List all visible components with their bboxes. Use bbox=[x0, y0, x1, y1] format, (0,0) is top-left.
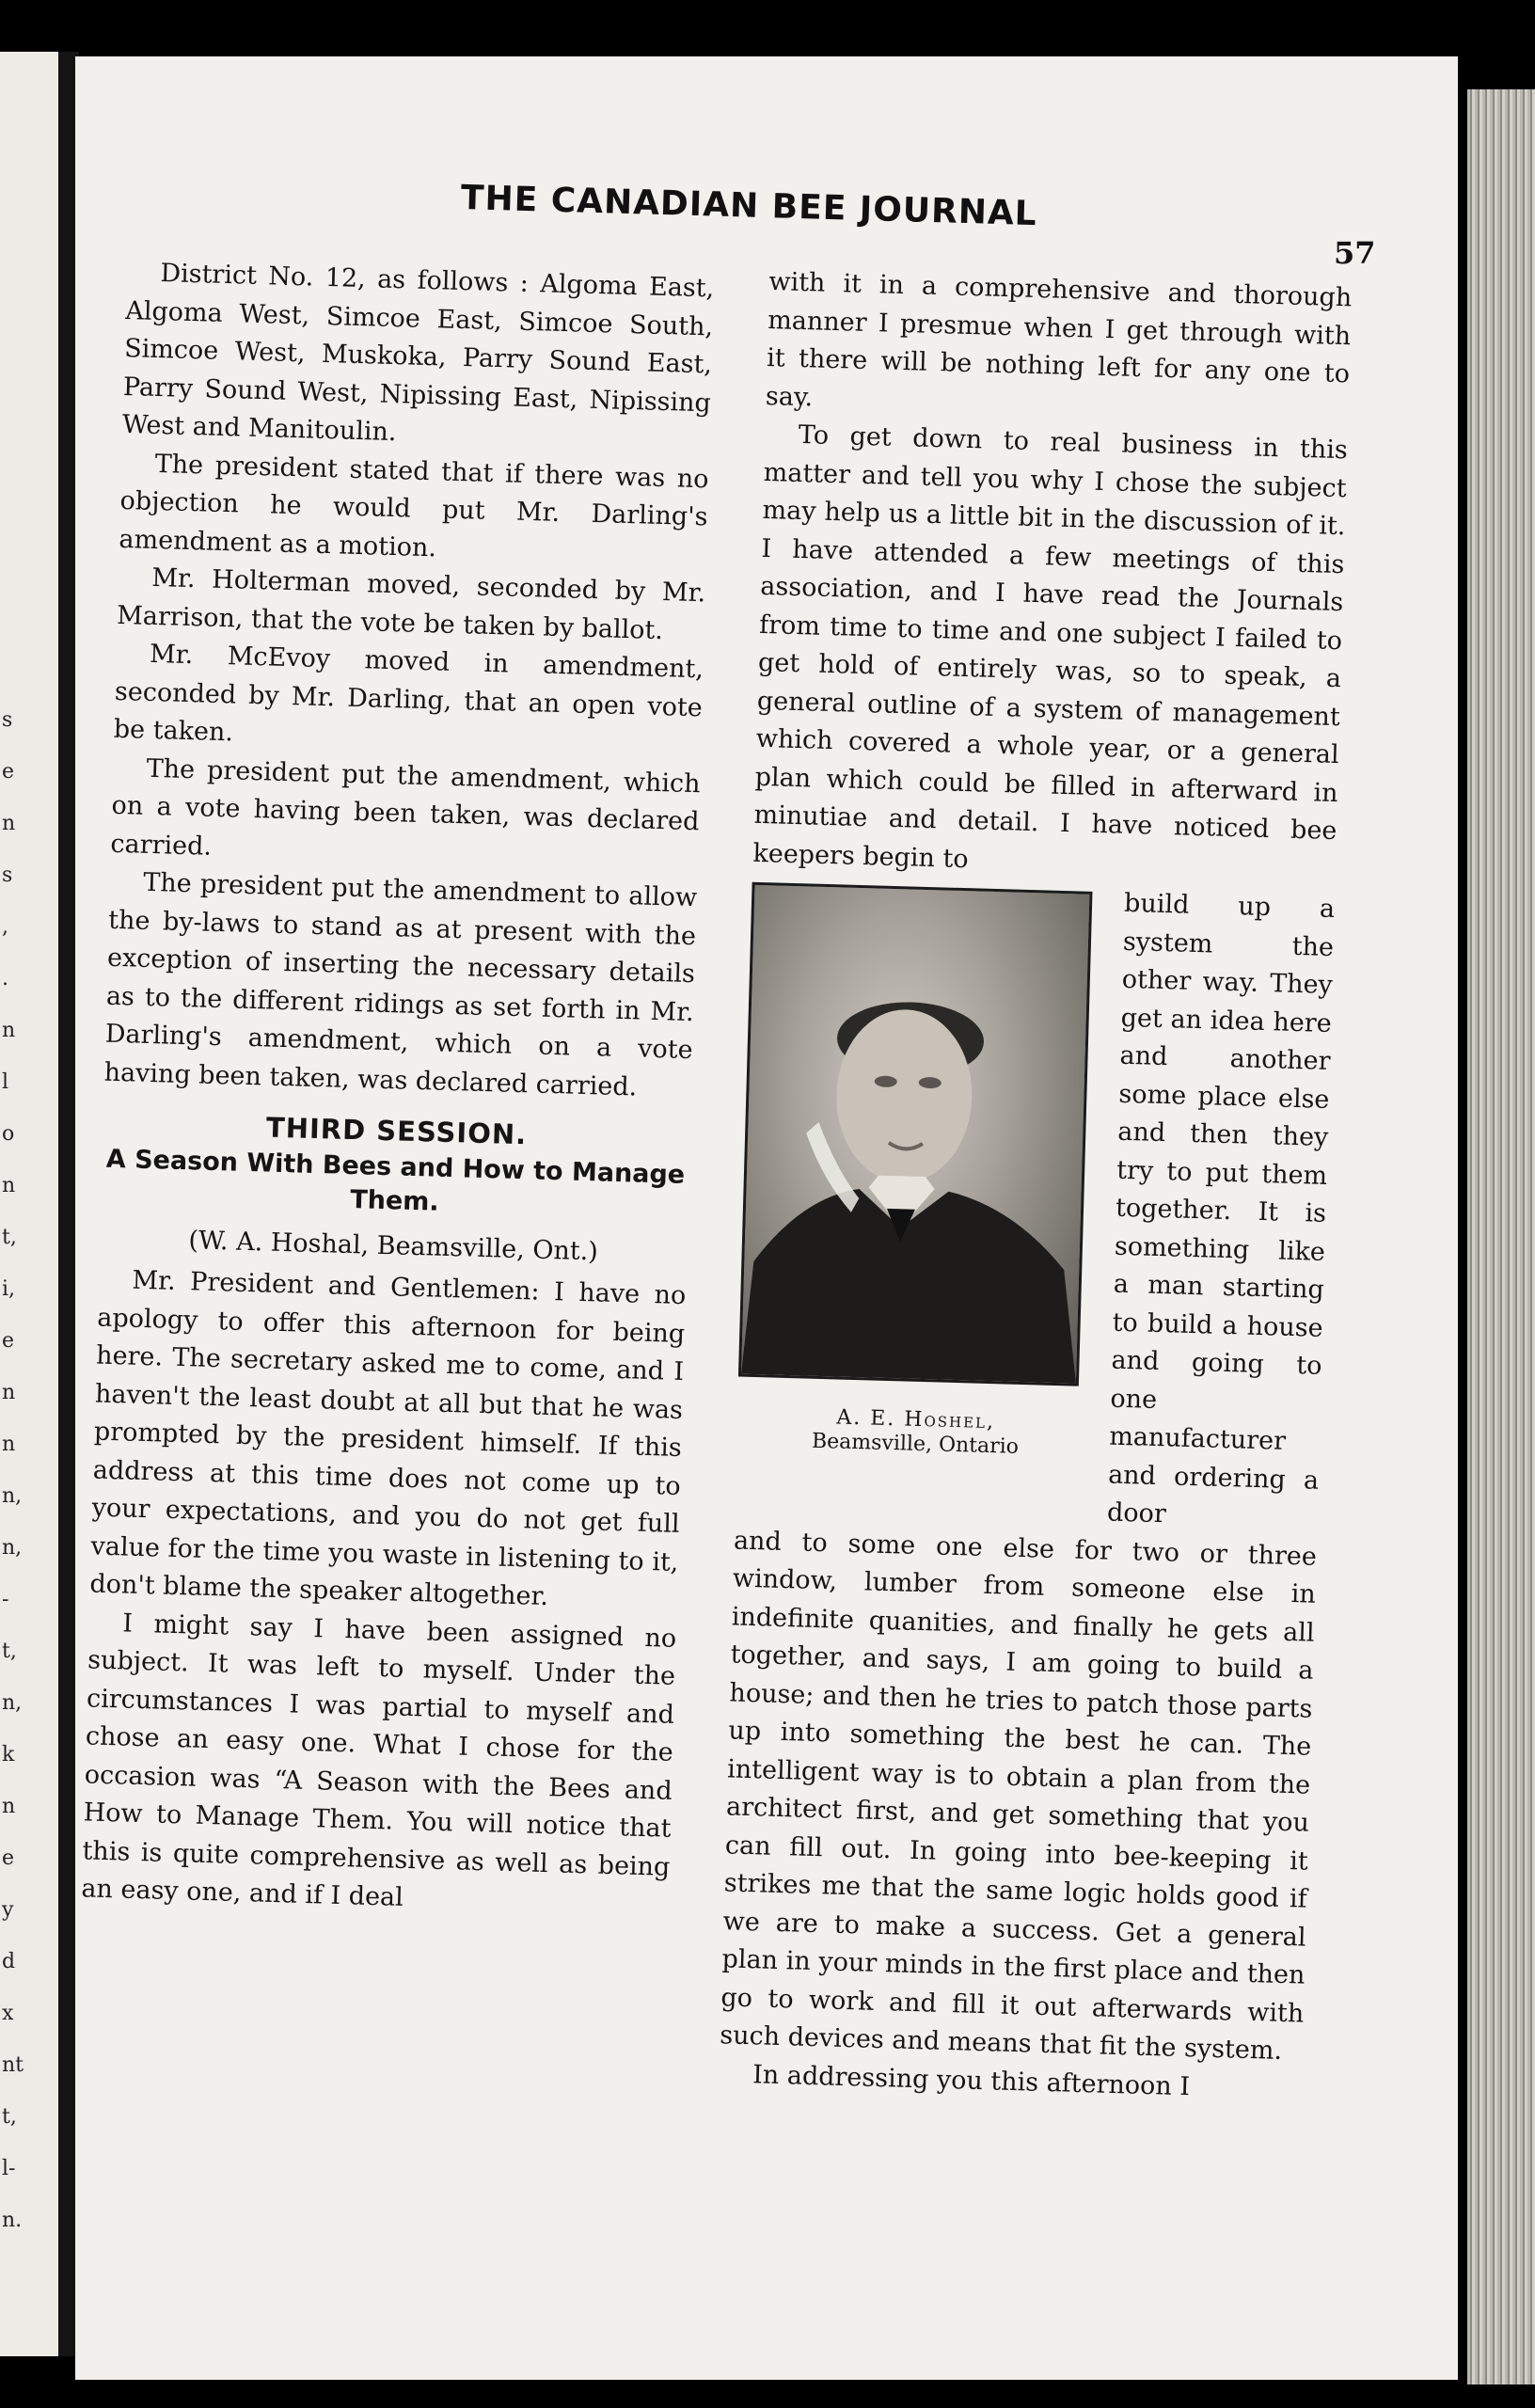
margin-glyph: x bbox=[2, 2002, 14, 2025]
margin-glyph: . bbox=[2, 967, 8, 990]
paragraph: The president put the amendment, which on a vote having been taken, was declared carried. bbox=[110, 753, 701, 862]
margin-glyph: e bbox=[2, 1846, 15, 1870]
paragraph: District No. 12, as follows : Algoma East, Algoma West, Simcoe East, Simcoe South, Simcoe West, Muskoka, Parry Sound East, Parry Sound West, Nipissing East, Nipissing West and Manitoulin. bbox=[121, 259, 715, 448]
portrait-photo bbox=[738, 882, 1093, 1386]
margin-glyph: n. bbox=[2, 2209, 23, 2232]
margin-glyph: e bbox=[2, 760, 15, 784]
paragraph: I might say I have been assigned no subject. It was left to myself. Under the circumstances I was partial to myself and chose an easy one. What I chose for the occasion was “A Season with the Bees and How to Manage Them. You will notice that this is quite comprehensive as well as being an easy one, and if I deal bbox=[81, 1608, 677, 1912]
wrapped-text bbox=[1106, 885, 1335, 1538]
margin-glyph: - bbox=[2, 1588, 9, 1611]
margin-glyph: t, bbox=[2, 2105, 17, 2129]
paragraph: build up a system the other way. They get an idea here and another some place else and then they try to put them together. It is something like a man starting to build a house and going to one manufacturer and ordering a door bbox=[1106, 888, 1336, 1529]
margin-glyph: l- bbox=[2, 2157, 16, 2180]
margin-glyph: n bbox=[2, 1433, 16, 1456]
paragraph: In addressing you this afternoon I bbox=[752, 2059, 1191, 2101]
margin-glyph: s bbox=[2, 708, 13, 732]
margin-glyph: n bbox=[2, 1381, 16, 1404]
margin-glyph: d bbox=[2, 1950, 16, 1973]
after-wrap bbox=[719, 1522, 1318, 2110]
paragraph: and to some one else for two or three window, lumber from someone else in indefinite quanities, and finally he gets all together, and says, I am going to build a house; and then he tries to patch those parts up into something the best he can. The intelligent way is to obtain a plan from the architect first, and get something that you can fill out. In going into bee-keeping it strikes me that the same logic holds good if we are to make a success. Get a general plan in your minds in the first place and then go to work and fill it out afterwards with such devices and means that fit the system. bbox=[719, 1525, 1318, 2066]
left-column bbox=[81, 254, 715, 1925]
caption-name: A. E. Hoshel, bbox=[836, 1405, 996, 1434]
margin-glyph: n, bbox=[2, 1484, 23, 1508]
margin-glyph: n, bbox=[2, 1536, 23, 1560]
paragraph: To get down to real business in this matter and tell you why I chose the subject may help us a little bit in the discussion of it. I have attended a few meetings of this association, and I have read the Journals from time to time and one subject I failed to get hold of entirely was, so to speak, a general outline of a system of management which covered a whole year, or a general plan which could be filled in afterward in minutiae and detail. I have noticed bee keepers begin to bbox=[752, 420, 1349, 874]
figure-wrap bbox=[735, 875, 1336, 1539]
paragraph: with it in a comprehensive and thorough manner I presmue when I get through with it there will be nothing left for any one to say. bbox=[765, 266, 1353, 412]
figure-caption bbox=[736, 1403, 1095, 1463]
margin-glyph: n, bbox=[2, 1691, 23, 1715]
margin-glyph: i, bbox=[2, 1277, 16, 1301]
margin-glyph: n bbox=[2, 1019, 16, 1042]
margin-glyph: e bbox=[2, 1329, 15, 1353]
margin-glyph: o bbox=[2, 1122, 15, 1146]
margin-glyph: l bbox=[2, 1070, 9, 1094]
running-head: THE CANADIAN BEE JOURNAL bbox=[460, 179, 1038, 234]
byline: (W. A. Hoshal, Beamsville, Ont.) bbox=[188, 1226, 599, 1267]
margin-glyph: n bbox=[2, 1174, 16, 1197]
margin-glyph: n bbox=[2, 812, 16, 835]
margin-glyph: s bbox=[2, 863, 13, 887]
margin-glyph: y bbox=[2, 1898, 14, 1922]
article-title: A Season With Bees and How to Manage Them. bbox=[105, 1144, 686, 1217]
margin-glyph: , bbox=[2, 915, 8, 939]
paragraph: Mr. Holterman moved, seconded by Mr. Marrison, that the vote be taken by ballot. bbox=[116, 562, 706, 645]
margin-glyph: t, bbox=[2, 1640, 17, 1663]
session-title: THIRD SESSION. bbox=[265, 1111, 528, 1151]
portrait-figure bbox=[736, 875, 1110, 1462]
caption-place: Beamsville, Ontario bbox=[811, 1429, 1020, 1459]
page-edges bbox=[1467, 89, 1535, 2384]
paragraph: Mr. President and Gentlemen: I have no apology to offer this afternoon for being here. The secretary asked me to come, and I haven't the least doubt at all but that he was prompted by the president himself. If this address at this time does not come up to your expectations, and you do not get full value for the time you waste in listening to it, don't blame the speaker altogether. bbox=[89, 1265, 687, 1612]
paragraph: Mr. McEvoy moved in amendment, seconded by Mr. Darling, that an open vote be taken. bbox=[113, 639, 704, 748]
margin-glyph: t, bbox=[2, 1226, 17, 1249]
margin-glyph: nt bbox=[2, 2053, 24, 2077]
right-column bbox=[719, 263, 1353, 2110]
paragraph: The president stated that if there was no objection he would put Mr. Darling's amendment as a motion. bbox=[119, 449, 709, 562]
margin-glyph: k bbox=[2, 1743, 15, 1766]
portrait-illustration bbox=[741, 885, 1089, 1384]
page-number: 57 bbox=[1334, 235, 1376, 271]
margin-glyph: n bbox=[2, 1795, 16, 1818]
paragraph: The president put the amendment to allow the by-laws to stand as at present with the exception of inserting the necessary details as to the different ridings as set forth in Mr. Darling's amendment, which on a vote having been taken, was declared carried. bbox=[103, 867, 698, 1101]
